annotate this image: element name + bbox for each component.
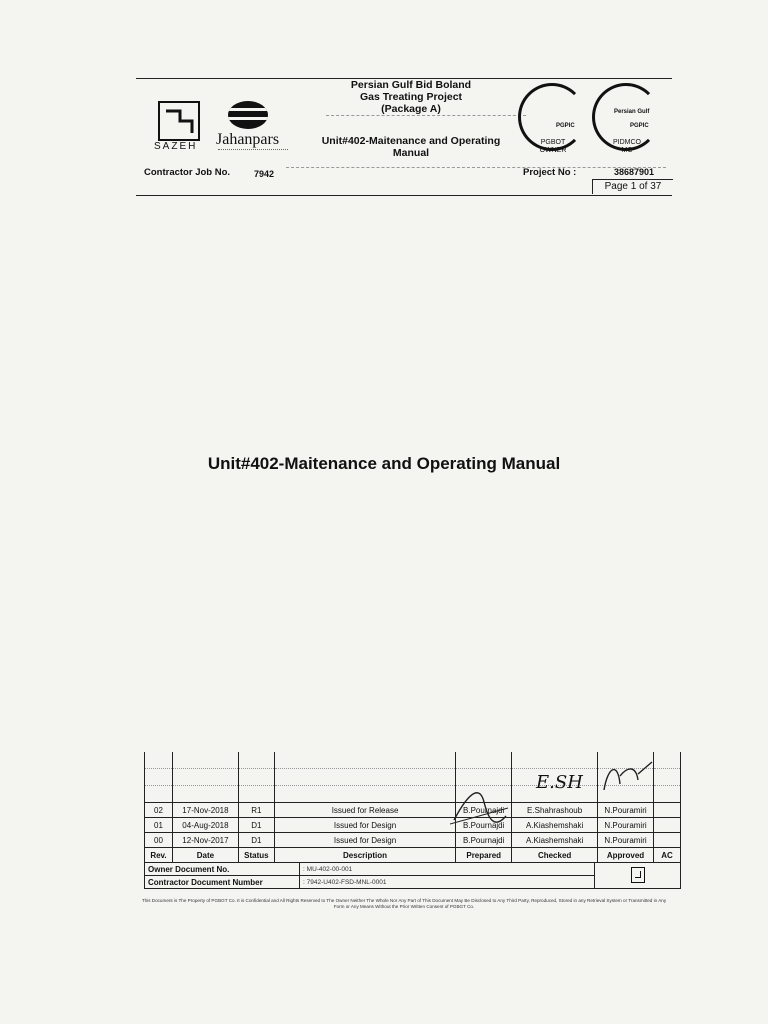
table-row bbox=[145, 818, 681, 833]
status-cell: D1 bbox=[238, 833, 274, 848]
project-title-line: Gas Treating Project bbox=[359, 91, 463, 103]
approver-signature-icon bbox=[598, 756, 658, 796]
date-cell: 04-Aug-2018 bbox=[172, 818, 238, 833]
approved-cell: N.Pouramiri bbox=[598, 803, 654, 818]
date-cell: 12-Nov-2017 bbox=[172, 833, 238, 848]
column-header: Approved bbox=[598, 848, 654, 863]
logo-caption-line: PIDMCO bbox=[613, 139, 641, 146]
pgbot-owner-logo bbox=[518, 83, 588, 153]
sazeh-logo-icon bbox=[158, 101, 200, 141]
owner-document-value: : MU-402-00-001 bbox=[300, 863, 595, 876]
logo-mark: PGPIC bbox=[556, 123, 575, 129]
ac-cell bbox=[654, 818, 681, 833]
column-header: Status bbox=[238, 848, 274, 863]
divider bbox=[286, 167, 666, 168]
contractor-job-value: 7942 bbox=[254, 169, 275, 179]
project-title bbox=[326, 79, 496, 115]
column-header: Prepared bbox=[456, 848, 512, 863]
rev-cell: 00 bbox=[145, 833, 173, 848]
table-row bbox=[145, 803, 681, 818]
logo-caption-line: OWNER bbox=[539, 147, 567, 154]
prepared-cell: B.Pournajdi bbox=[456, 818, 512, 833]
column-header: Description bbox=[274, 848, 455, 863]
contractor-logos bbox=[146, 93, 286, 163]
description-cell: Issued for Release bbox=[274, 803, 455, 818]
checked-cell: A.Kiashemshaki bbox=[512, 818, 598, 833]
ac-stamp-cell bbox=[595, 863, 681, 889]
date-cell: 17-Nov-2018 bbox=[172, 803, 238, 818]
manual-title-line: Manual bbox=[392, 147, 430, 159]
owner-document-label: Owner Document No. bbox=[145, 863, 300, 876]
status-cell: R1 bbox=[238, 803, 274, 818]
jahanpars-logo-text: Jahanpars bbox=[216, 131, 280, 148]
column-header: Rev. bbox=[145, 848, 173, 863]
confidentiality-notice: This Document is The Property of PGBGT Co. It is Confidential and All Rights Reserved to The Owner Neither The Whole Nor Any Part of This Document May Be Disclosed to Any Third Party, Reproduced, Stored in any Retrieval System or Transmitted in Any Form or Any Means Without the Prior Written Consent of PGBGT Co. bbox=[141, 898, 667, 909]
description-cell: Issued for Design bbox=[274, 833, 455, 848]
divider bbox=[326, 115, 526, 116]
document-number-table bbox=[144, 862, 681, 889]
logo-mark: PGPIC bbox=[630, 123, 649, 129]
approved-cell: N.Pouramiri bbox=[598, 833, 654, 848]
column-header: Checked bbox=[512, 848, 598, 863]
approved-cell: N.Pouramiri bbox=[598, 818, 654, 833]
checked-cell: A.Kiashemshaki bbox=[512, 833, 598, 848]
rev-cell: 02 bbox=[145, 803, 173, 818]
prepared-cell: B.Pournajdi bbox=[456, 803, 512, 818]
ac-cell bbox=[654, 833, 681, 848]
logo-top-text: Persian Gulf bbox=[614, 109, 650, 115]
project-no-value: 38687901 bbox=[614, 167, 655, 177]
contractor-document-value: : 7942-U402-FSD-MNL-0001 bbox=[300, 876, 595, 889]
project-title-line: Persian Gulf Bid Boland bbox=[350, 79, 472, 91]
logo-caption-line: PGBOT bbox=[540, 139, 566, 146]
project-title-line: (Package A) bbox=[381, 103, 441, 115]
owner-document-row bbox=[145, 863, 681, 876]
logo-caption bbox=[518, 139, 588, 155]
logo-caption-line: MC bbox=[621, 147, 633, 154]
preparer-signature-icon bbox=[450, 780, 510, 834]
checker-signature: E.SH bbox=[536, 772, 583, 793]
ac-cell bbox=[654, 803, 681, 818]
prepared-cell: B.Pournajdi bbox=[456, 833, 512, 848]
rev-cell: 01 bbox=[145, 818, 173, 833]
column-header: AC bbox=[654, 848, 681, 863]
pidmco-mc-logo bbox=[592, 83, 662, 153]
page-indicator: Page 1 of 37 bbox=[592, 179, 673, 194]
status-cell: D1 bbox=[238, 818, 274, 833]
description-cell: Issued for Design bbox=[274, 818, 455, 833]
logo-caption bbox=[592, 139, 662, 155]
document-title: Unit#402-Maitenance and Operating Manual bbox=[207, 454, 561, 473]
sazeh-logo-text: SAZEH bbox=[154, 141, 198, 152]
jahanpars-tagline bbox=[218, 149, 288, 151]
column-header: Date bbox=[172, 848, 238, 863]
jahanpars-emblem-icon bbox=[228, 101, 268, 129]
table-header-row bbox=[145, 848, 681, 863]
checked-cell: E.Shahrashoub bbox=[512, 803, 598, 818]
document-stamp-icon bbox=[631, 867, 645, 883]
contractor-job-label: Contractor Job No. bbox=[144, 167, 231, 178]
contractor-document-label: Contractor Document Number bbox=[145, 876, 300, 889]
manual-title-line: Unit#402-Maitenance and Operating bbox=[321, 135, 501, 147]
header-manual-title bbox=[316, 135, 506, 159]
table-row bbox=[145, 833, 681, 848]
document-header bbox=[136, 78, 672, 196]
project-no-label: Project No : bbox=[523, 167, 577, 178]
